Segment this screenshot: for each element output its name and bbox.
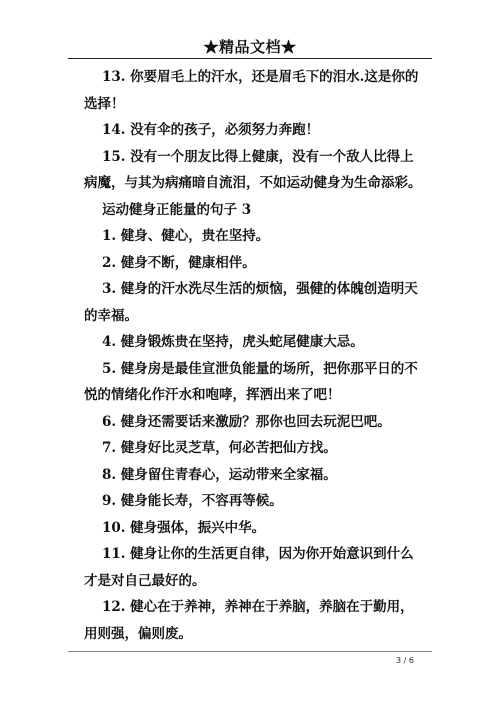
item-8: [102, 462, 432, 489]
paragraph-line: 2. 健身不断，健康相伴。: [102, 254, 256, 271]
paragraph-line: 病魔，与其为病痛暗自流泪，不如运动健身为生命添彩。: [84, 175, 422, 191]
item-9: [102, 488, 432, 515]
item-4: [102, 329, 432, 356]
item-5: [84, 356, 432, 409]
paragraph-line: 15. 没有一个朋友比得上健康，没有一个敌人比得上: [102, 148, 414, 165]
paragraph-line: 9. 健身能长寿，不容再等候。: [102, 493, 283, 509]
paragraph-line: 6. 健身还需要话来激励？那你也回去玩泥巴吧。: [102, 413, 391, 430]
item-2: [102, 250, 432, 277]
page-header-title: ★精品文档★: [203, 38, 297, 56]
paragraph-line: 的幸福。: [84, 307, 138, 324]
document-body: [84, 64, 432, 647]
paragraph-line: 3. 健身的汗水洗尽生活的烦恼，强健的体魄创造明天: [102, 281, 418, 297]
item-11: [84, 541, 432, 594]
paragraph-line: 11. 健身让你的生活更自律，因为你开始意识到什么: [102, 546, 414, 562]
paragraph-14: [102, 117, 432, 144]
footer-divider: [68, 651, 432, 652]
paragraph-line: 1. 健身、健心，贵在坚持。: [102, 228, 270, 244]
item-10: [102, 515, 432, 542]
page-number: 3 / 6: [396, 656, 414, 665]
paragraph-line: 10. 健身强体，振兴中华。: [102, 519, 266, 536]
item-7: [102, 435, 432, 462]
paragraph-line: 13. 你要眉毛上的汗水，还是眉毛下的泪水.这是你的: [102, 69, 419, 85]
item-3: [84, 276, 432, 329]
paragraph-line: 14. 没有伞的孩子，必须努力奔跑！: [102, 122, 320, 138]
section-heading: [102, 197, 432, 224]
item-12: [84, 594, 432, 647]
item-1: [102, 223, 432, 250]
paragraph-15: [84, 144, 432, 197]
paragraph-line: 用则强，偏则废。: [84, 625, 192, 642]
paragraph-line: 才是对自己最好的。: [84, 572, 206, 589]
paragraph-line: 7. 健身好比灵芝草，何必苦把仙方找。: [102, 440, 337, 456]
header-divider: [68, 58, 432, 59]
paragraph-line: 悦的情绪化作汗水和咆哮，挥洒出来了吧！: [84, 387, 341, 403]
paragraph-line: 运动健身正能量的句子 3: [102, 201, 252, 218]
item-6: [102, 409, 432, 436]
paragraph-line: 选择！: [84, 95, 125, 112]
paragraph-line: 5. 健身房是最佳宣泄负能量的场所，把你那平日的不: [102, 360, 418, 377]
paragraph-line: 4. 健身锻炼贵在坚持，虎头蛇尾健康大忌。: [102, 334, 364, 350]
paragraph-line: 8. 健身留住青春心，运动带来全家福。: [102, 466, 337, 483]
paragraph-13: [84, 64, 432, 117]
paragraph-line: 12. 健心在于养神，养神在于养脑，养脑在于勤用，: [102, 599, 414, 615]
